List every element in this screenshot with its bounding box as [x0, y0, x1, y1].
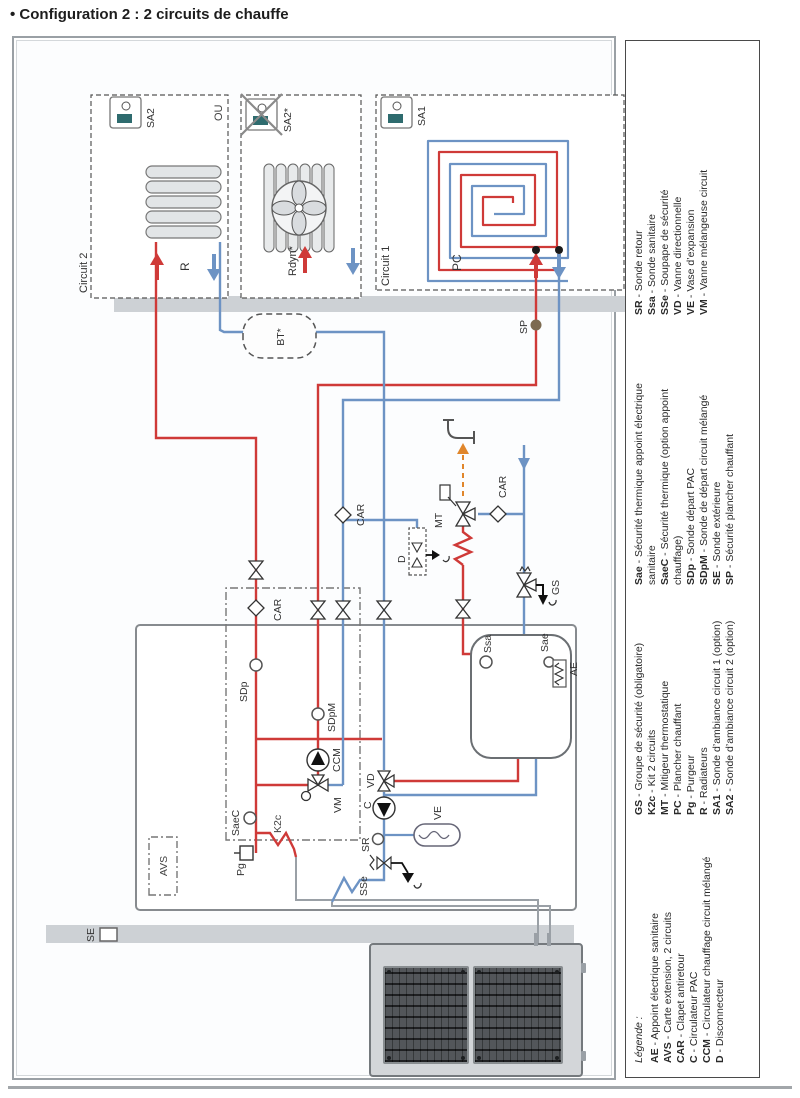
pump-c — [373, 797, 395, 819]
faucet-icon — [443, 420, 474, 444]
sa2-crossed-thermostat-icon — [241, 94, 282, 135]
legend-item: Ssa - Sonde sanitaire — [646, 214, 658, 315]
ssa-sensor — [480, 656, 492, 668]
label-sdpm: SDpM — [326, 702, 338, 732]
hydraulic-diagram-frame — [12, 36, 616, 1080]
hp-grille-left — [383, 966, 469, 1064]
footer-rule — [8, 1086, 792, 1089]
sa2-thermostat-icon — [110, 97, 141, 128]
legend-item: GS - Groupe de sécurité (obligatoire) — [633, 642, 645, 815]
hp-grille-right — [473, 966, 563, 1064]
label-ae: AE — [568, 661, 580, 676]
legend-item: SDp - Sonde départ PAC — [685, 467, 697, 585]
legend-item: SDpM - Sonde de départ circuit mélangé — [698, 394, 710, 585]
label-car1: CAR — [272, 598, 284, 621]
label-sdp: SDp — [238, 681, 250, 702]
page-title: • Configuration 2 : 2 circuits de chauffe — [10, 6, 289, 23]
label-circuit1: Circuit 1 — [380, 245, 392, 286]
legend-item: SaeC - Sécurité thermique (option appoint chauffage) — [659, 388, 684, 585]
label-k2c: K2c — [272, 814, 284, 833]
legend-column — [633, 53, 711, 315]
sdpm-sensor — [312, 708, 324, 720]
label-se: SE — [85, 927, 97, 943]
d-disconnector — [409, 528, 449, 575]
cold-inlet-arrow — [518, 458, 530, 470]
label-rdyn: Rdyn* — [287, 246, 299, 276]
legend-title: Légende : — [633, 1016, 645, 1063]
legend-content — [626, 41, 759, 1077]
legend-item: K2c - Kit 2 circuits — [646, 729, 658, 815]
heat-pump-outdoor-unit — [369, 943, 583, 1077]
pump-ccm — [307, 749, 329, 771]
label-ccm: CCM — [331, 748, 343, 772]
ae-electric-heater — [553, 660, 566, 687]
label-sa1: SA1 — [416, 106, 428, 126]
legend-item: Pg - Purgeur — [685, 754, 697, 815]
legend-item: CAR - Clapet antiretour — [675, 953, 687, 1063]
legend-item: SR - Sonde retour — [633, 230, 645, 315]
label-car2: CAR — [355, 503, 367, 526]
label-sa2: SA2 — [145, 108, 157, 128]
label-car3: CAR — [497, 475, 509, 498]
wall-outdoor — [46, 925, 574, 943]
label-ve: VE — [432, 805, 444, 820]
legend-item: SA1 - Sonde d’ambiance circuit 1 (option) — [711, 620, 723, 815]
legend-item: SE - Sonde extérieure — [711, 481, 723, 585]
pc-tap-dot-cold — [555, 246, 563, 254]
legend-item: VE - Vase d’expansion — [685, 209, 697, 315]
legend-item: SA2 - Sonde d’ambiance circuit 2 (option) — [724, 620, 736, 815]
legend-item: PC - Plancher chauffant — [672, 703, 684, 815]
legend-item: VD - Vanne directionnelle — [672, 196, 684, 315]
dhw-tank — [471, 635, 571, 758]
label-sp: SP — [518, 319, 530, 335]
dhw-arrow — [457, 443, 469, 454]
hp-tab — [581, 1051, 586, 1061]
pc-tap-dot-hot — [532, 246, 540, 254]
label-ou: OU — [213, 104, 225, 121]
legend-item: R - Radiateurs — [698, 747, 710, 815]
sdp-sensor — [250, 659, 262, 671]
legend-item: CCM - Circulateur chauffage circuit mélangé — [701, 856, 713, 1063]
sr-sensor — [373, 834, 384, 845]
legend-item: SP - Sécurité plancher chauffant — [724, 434, 736, 585]
circuit1-box — [376, 95, 624, 290]
legend-column — [633, 589, 737, 815]
label-sae: Sae — [539, 633, 551, 652]
label-bt: BT* — [275, 328, 287, 346]
legend-column — [633, 819, 727, 1063]
label-sse: SSe — [358, 876, 370, 896]
label-saec: SaeC — [230, 809, 242, 836]
legend-column — [633, 343, 737, 585]
label-ssa: Ssa — [482, 634, 494, 653]
legend-item: C - Circulateur PAC — [688, 971, 700, 1063]
legend-item: AE - Appoint électrique sanitaire — [649, 912, 661, 1063]
label-vd: VD — [365, 773, 377, 788]
label-pg: Pg — [235, 863, 247, 876]
se-sensor — [100, 928, 117, 941]
sp-sensor-dot — [531, 320, 542, 331]
legend-item: VM - Vanne mélangeuse circuit — [698, 169, 710, 315]
hp-tab — [581, 963, 586, 973]
label-gs: GS — [550, 579, 562, 595]
label-sa2x: SA2* — [282, 108, 294, 132]
legend-item: AVS - Carte extension, 2 circuits — [662, 912, 674, 1063]
label-mt: MT — [433, 512, 445, 528]
mt-mixer-valve — [440, 485, 475, 526]
label-d: D — [396, 555, 408, 563]
legend-box — [625, 40, 760, 1078]
label-pc: PC — [450, 254, 464, 271]
sa1-thermostat-icon — [381, 97, 412, 128]
legend-item: Sae - Sécurité thermique appoint électrique sanitaire — [633, 383, 658, 585]
legend-item: MT - Mitigeur thermostatique — [659, 680, 671, 815]
legend-item: D - Disconnecteur — [714, 978, 726, 1063]
label-vm: VM — [332, 797, 344, 813]
label-circuit2: Circuit 2 — [78, 252, 90, 293]
radiator-icon — [146, 166, 221, 238]
hp-pipe-stub — [547, 933, 551, 946]
label-r: R — [178, 262, 192, 271]
label-avs: AVS — [158, 855, 170, 877]
saec-sensor — [244, 812, 256, 824]
label-sr: SR — [360, 837, 372, 852]
hp-pipe-stub — [534, 933, 538, 946]
label-c: C — [362, 801, 374, 809]
legend-item: SSe - Soupape de sécurité — [659, 189, 671, 315]
